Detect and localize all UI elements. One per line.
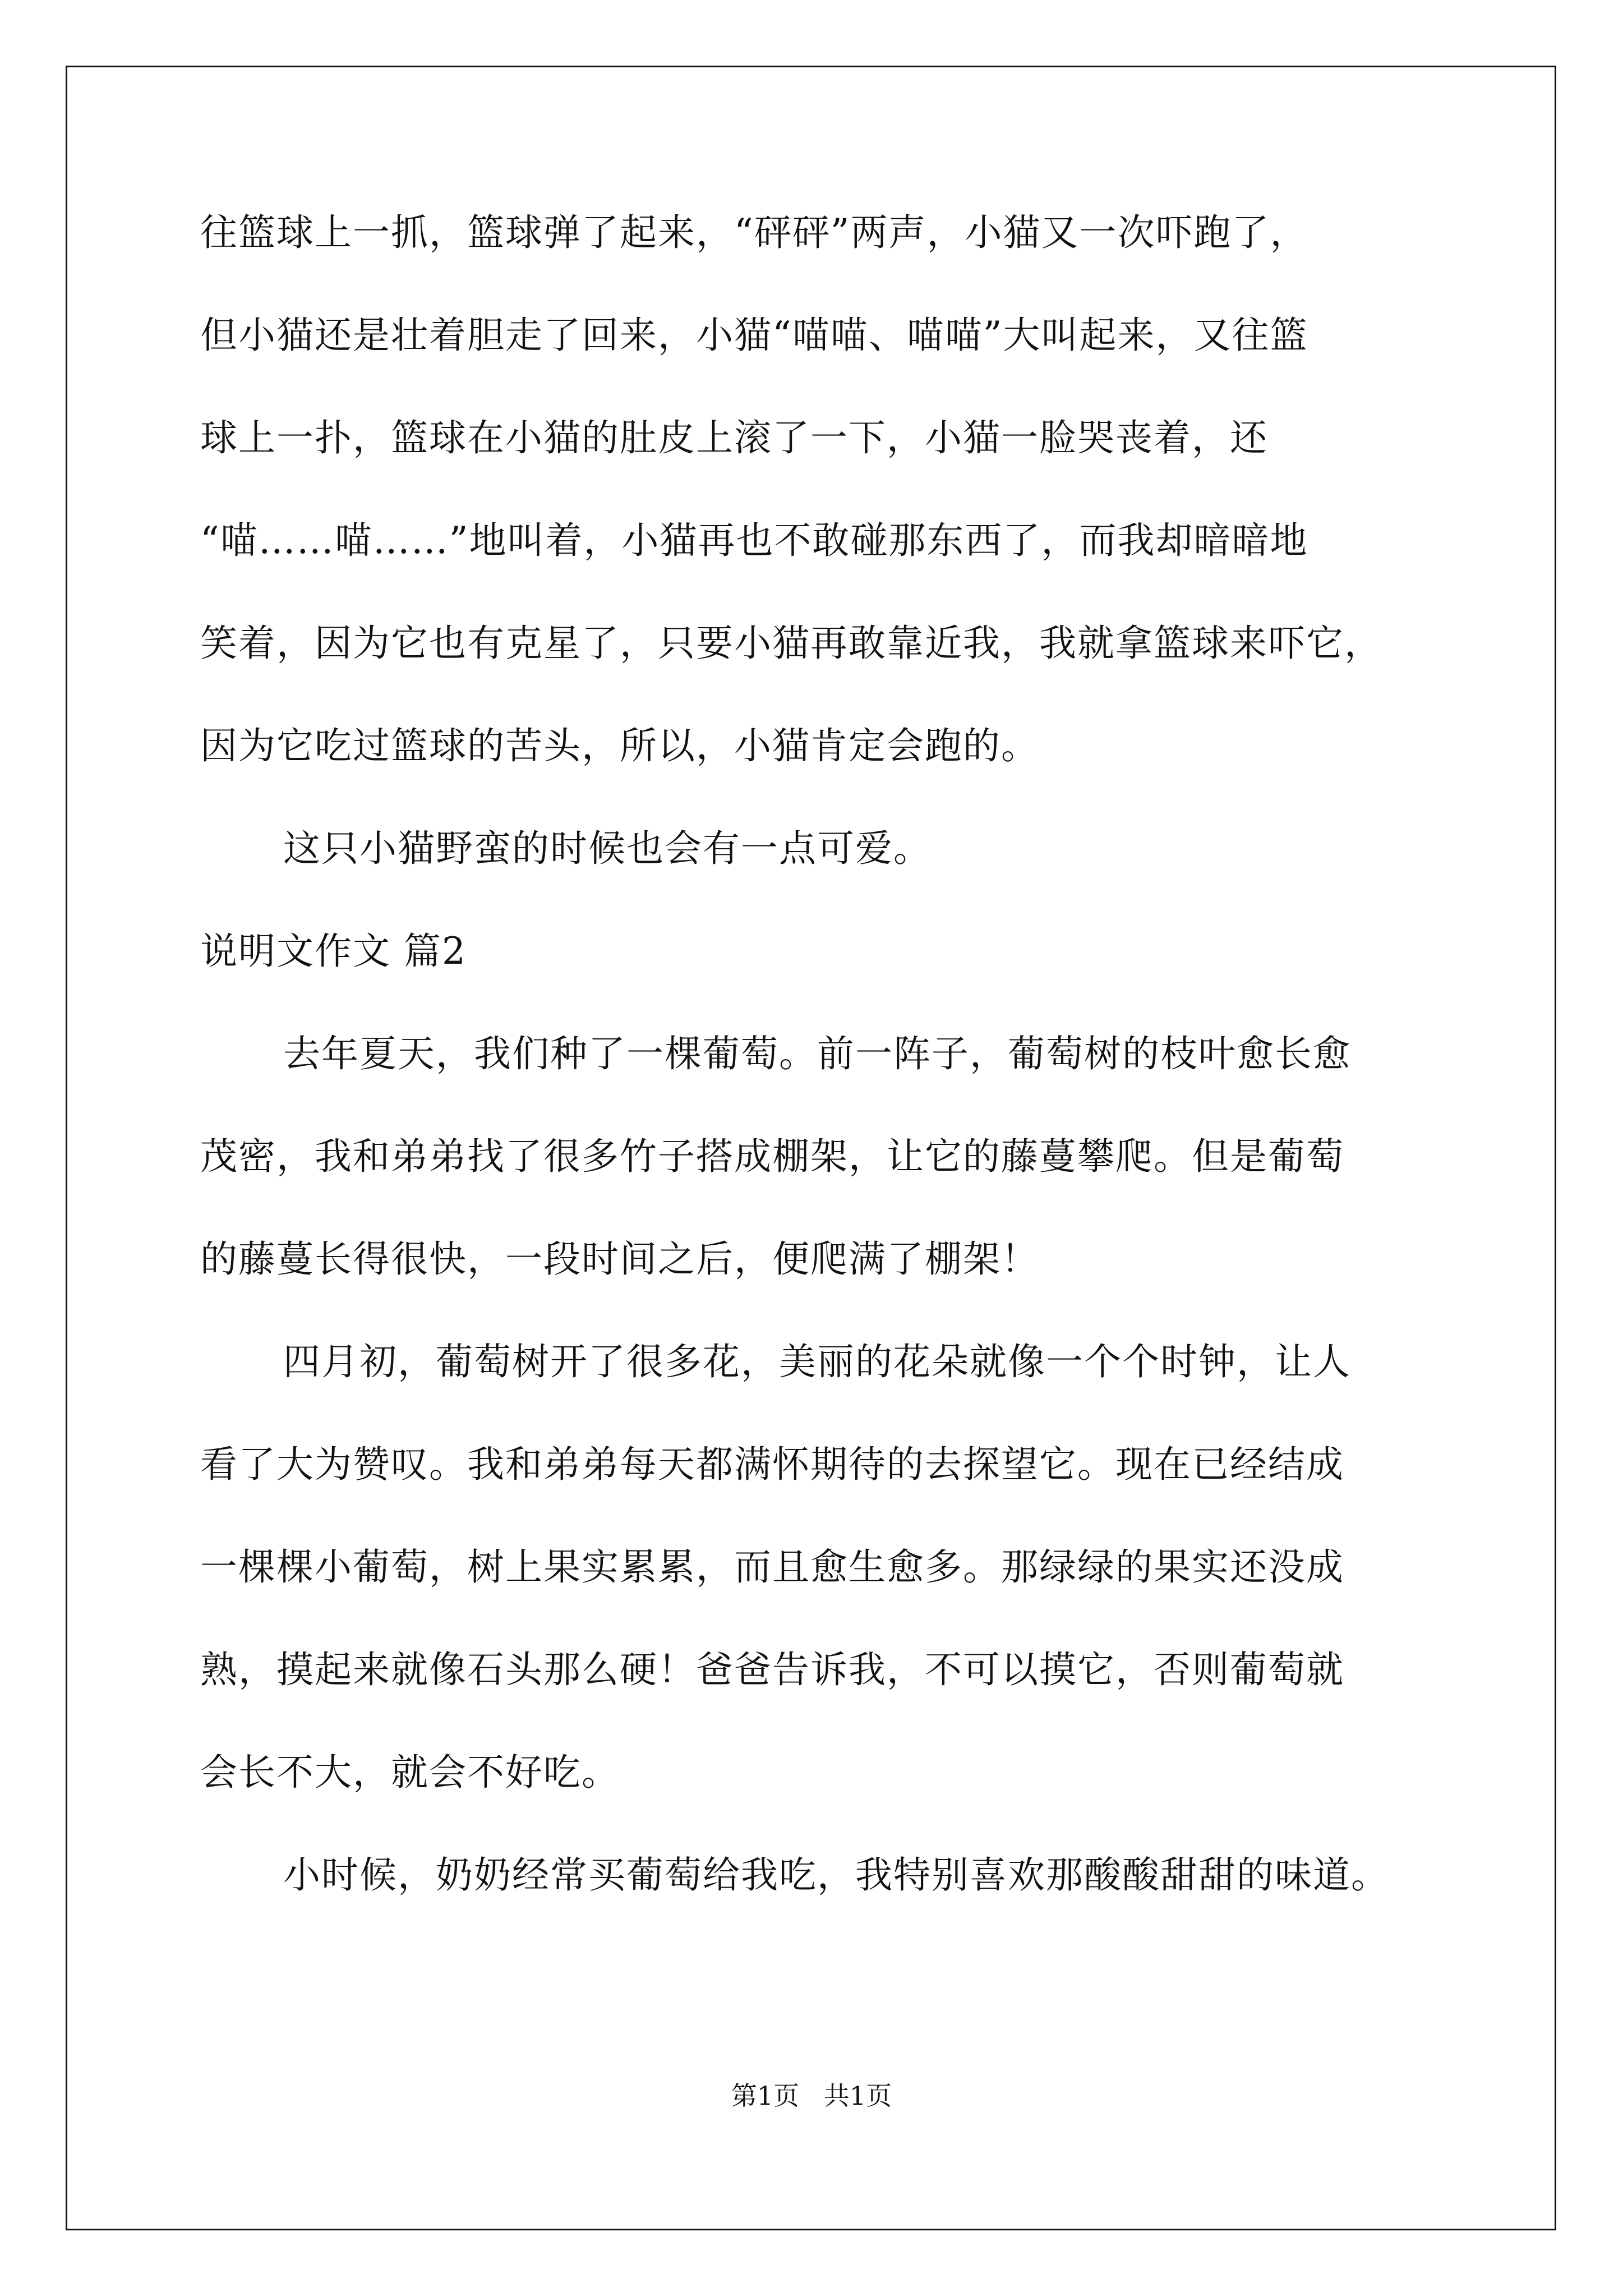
text-line: 往篮球上一抓，篮球弹了起来，“砰砰”两声，小猫又一次吓跑了， [200,211,1308,254]
document-body [200,208,1434,1953]
text-line: 茂密，我和弟弟找了很多竹子搭成棚架，让它的藤蔓攀爬。但是葡萄 [200,1135,1344,1178]
text-line: 去年夏天，我们种了一棵葡萄。前一阵子，葡萄树的枝叶愈长愈 [283,1032,1351,1075]
text-line: 一棵棵小葡萄，树上果实累累，而且愈生愈多。那绿绿的果实还没成 [200,1545,1344,1589]
text-line: 笑着，因为它也有克星了，只要小猫再敢靠近我，我就拿篮球来吓它， [200,622,1382,665]
text-line: 会长不大，就会不好吃。 [200,1751,620,1794]
text-line: 看了大为赞叹。我和弟弟每天都满怀期待的去探望它。现在已经结成 [200,1443,1344,1486]
section-heading: 说明文作文 篇2 [200,930,467,973]
page-footer: 第1页 共1页 [731,2081,892,2111]
text-line: 球上一扑，篮球在小猫的肚皮上滚了一下，小猫一脸哭丧着，还 [200,416,1268,459]
text-line: 这只小猫野蛮的时候也会有一点可爱。 [283,827,932,870]
text-line: 因为它吃过篮球的苦头，所以，小猫肯定会跑的。 [200,724,1039,767]
text-line: 小时候，奶奶经常买葡萄给我吃，我特别喜欢那酸酸甜甜的味道。 [283,1853,1389,1897]
text-line: 熟，摸起来就像石头那么硬！爸爸告诉我，不可以摸它，否则葡萄就 [200,1648,1344,1691]
text-line: 的藤蔓长得很快，一段时间之后，便爬满了棚架！ [200,1237,1039,1281]
text-line: “喵……喵……”地叫着，小猫再也不敢碰那东西了，而我却暗暗地 [200,519,1308,562]
text-line: 四月初，葡萄树开了很多花，美丽的花朵就像一个个时钟，让人 [283,1340,1351,1383]
text-line: 但小猫还是壮着胆走了回来，小猫“喵喵、喵喵”大叫起来，又往篮 [200,314,1308,357]
